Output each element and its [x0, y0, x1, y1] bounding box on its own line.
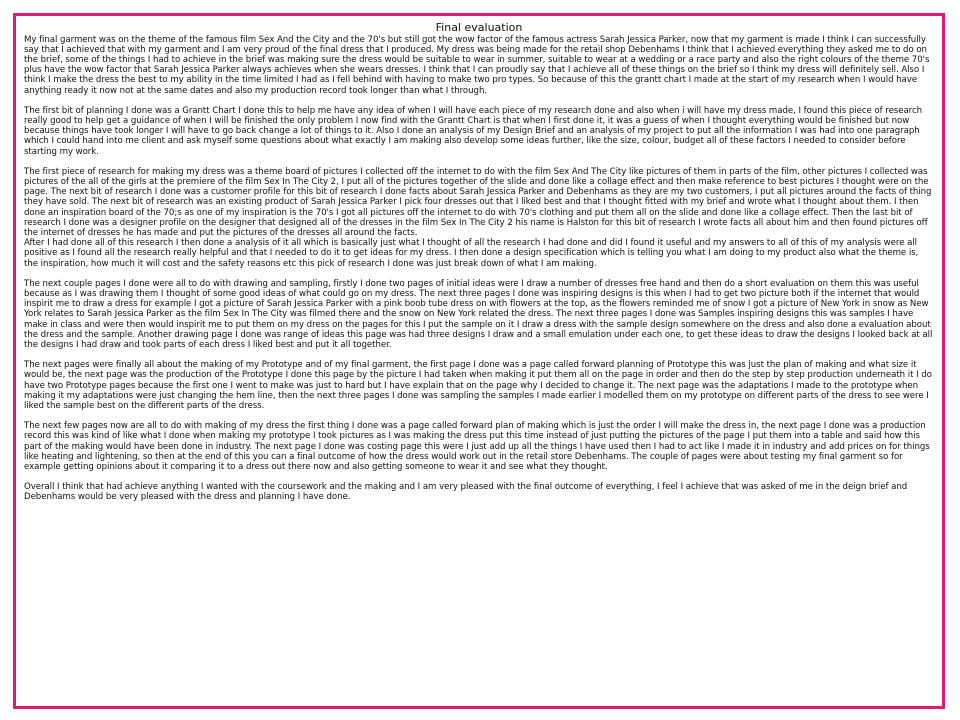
paragraph-intro: My final garment was on the theme of the famous film Sex And the City and the 70's but still got the wow factor of the famous actress Sarah Jessica Parker, now that my garment is made I think I can successfully say that I achieved that with my garment and I am very proud of the final dress that I produced. My dress was being made for the retail shop Debenhams I think that I achieved everything they asked me to do on the brief, some of the things I had to achieve in the brief was making sure the dress would be suitable to wear in summer, suitable to wear at a wedding or a race party and also the right colours of the theme 70's plus have the wow factor that Sarah Jessica Parker always achieves when she wears dresses. I think that I can proudly say that I achieve all of these things on the brief so I think my dress will definitely sell. Also I think I make the dress the best to my ability in the time limited I had as I fell behind with having to make two pro types. So because of this the grantt chart I made at the start of my research when I would have anything ready it now not at the same dates and also my production record took longer than what I through. — [24, 34, 930, 96]
paragraph-drawing-sampling: The next couple pages I done were all to do with drawing and sampling, firstly I done two pages of initial ideas were I draw a number of dresses free hand and then do a short evaluation on them this was useful because as I was drawing them I thought of some good ideas of what could go on my dress. The next three pages I done was inspiring designs is this when I had to get two picture both if the internet that would inspirit me to draw a dress for example I got a picture of Sarah Jessica Parker with a pink boob tube dress on with flowers at the top, as the flowers reminded me of snow I got a picture of New York in snow as New York relates to Sarah Jessica Parker as the film Sex In The City was filmed there and the snow on New York related the dress. The next three pages I done was Samples inspiring designs this was samples I have make in class and were then would inspirit me to put them on my dress on the pages for this I put the sample on it I draw a dress with the sample design somewhere on the dress and also done a evaluation about the dress and the sample. Another drawing page I done was range of ideas this page was had three designs I draw and a small emulation under each one, to get these ideas to draw the designs I looked back at all the designs I had draw and took parts of each dress I liked best and put it all together. — [24, 278, 933, 350]
paragraph-planning: The first bit of planning I done was a Grantt Chart I done this to help me have any idea of when I will have each piece of my research done and also when i will have my dress made, I found this piece of research really good to help get a guidance of when I will be finished the only problem I now find with the Grantt Chart is that when I first done it, it was a guess of when I thought everything would be finished but now because things have took longer I will have to go back change a lot of things to it. Also I done an analysis of my Design Brief and an analysis of my project to put all the information I was had into one paragraph which I could hand into me client and ask myself some questions about what exactly I am making also develop some ideas further, like the size, colour, budget all of these factors I needed to consider before starting my work. — [24, 105, 923, 157]
paragraph-research: The first piece of research for making my dress was a theme board of pictures I collected off the internet to do with the film Sex And The City like pictures of them in parts of the film, other pictures I collected was pictures of the all of the girls at the premiere of the film Sex In The City 2, I put all of the pictures together of the slide and done like a collage effect and then make reference to best pictures I thought were on the page. The next bit of research I done was a customer profile for this bit of research I done facts about Sarah Jessica Parker and Debenhams as they are my two customers, I put all pictures around the facts of thing they have sold. The next bit of research was an existing product of Sarah Jessica Parker I pick four dresses out that I liked best and that I thought fitted with my brief and wrote what I thought about them. I then done an inspiration board of the 70;s as one of my inspiration is the 70's I got all pictures off the internet to do with 70's clothing and put them all on the slide and done like a collage effect. Then the last bit of research I done was a designer profile on the designer that designed all of the dresses in the film Sex In The City 2 his name is Halston for this bit of research I wrote facts all about him and then found pictures off the internet of dresses he has made and put the pictures of the dresses all around the facts. — [24, 166, 932, 238]
document-body — [24, 22, 934, 708]
paragraph-analysis: After I had done all of this research I then done a analysis of it all which is basically just what I thought of all the research I had done and did I found it useful and my answers to all of this of my analysis were all positive as I found all the research really helpful and that I needed to do it to get ideas for my dress. I then done a design specification which is telling you what I am doing to my product also what the theme is, the inspiration, how much it will cost and the safety reasons etc this pick of research I done was just break down of what I am making. — [24, 238, 919, 269]
paragraph-prototype: The next pages were finally all about the making of my Prototype and of my final garment, the first page I done was a page called forward planning of Prototype this was just the plan of making and what size it would be, the next page was the production of the Prototype I done this page by the picture I had taken when making it put them all on the page in order and then do the step by step production underneath it I do have two Prototype pages because the first one I went to make was just to hard but I have explain that on the page why I decided to change it. The next page was the adaptations I made to the prototype when making it my adaptations were just changing the hem line, then the next three pages I done was sampling the samples I made earlier I modelled them on my prototype on different parts of the dress to see were I liked the sample best on the different parts of the dress. — [24, 360, 932, 411]
document-title: Final evaluation — [435, 22, 523, 34]
paragraph-making: The next few pages now are all to do with making of my dress the first thing I done was a page called forward plan of making which is just the order I will make the dress in, the next page I done was a production record this was kind of like what I done when making my prototype I took pictures as I was making the dress put this time instead of just putting the pictures of the page I put them into a table and said how this part of the making would have been done in industry. The next page I done was costing page this were I just add up all the things I have used then I had to act like I made it in industry and add prices on for things like heating and lightening, so then at the end of this you can a final outcome of how the dress would work out in the retail store Debenhams. The couple of pages were about testing my final garment so for example getting opinions about it comparing it to a dress out there now and also getting someone to wear it and see what they thought. — [24, 421, 930, 473]
paragraph-overall: Overall I think that had achieve anything I wanted with the coursework and the making and I am very pleased with the final outcome of everything, I feel I achieve that was asked of me in the deign brief and Debenhams would be very pleased with the dress and planning I have done. — [24, 482, 908, 503]
